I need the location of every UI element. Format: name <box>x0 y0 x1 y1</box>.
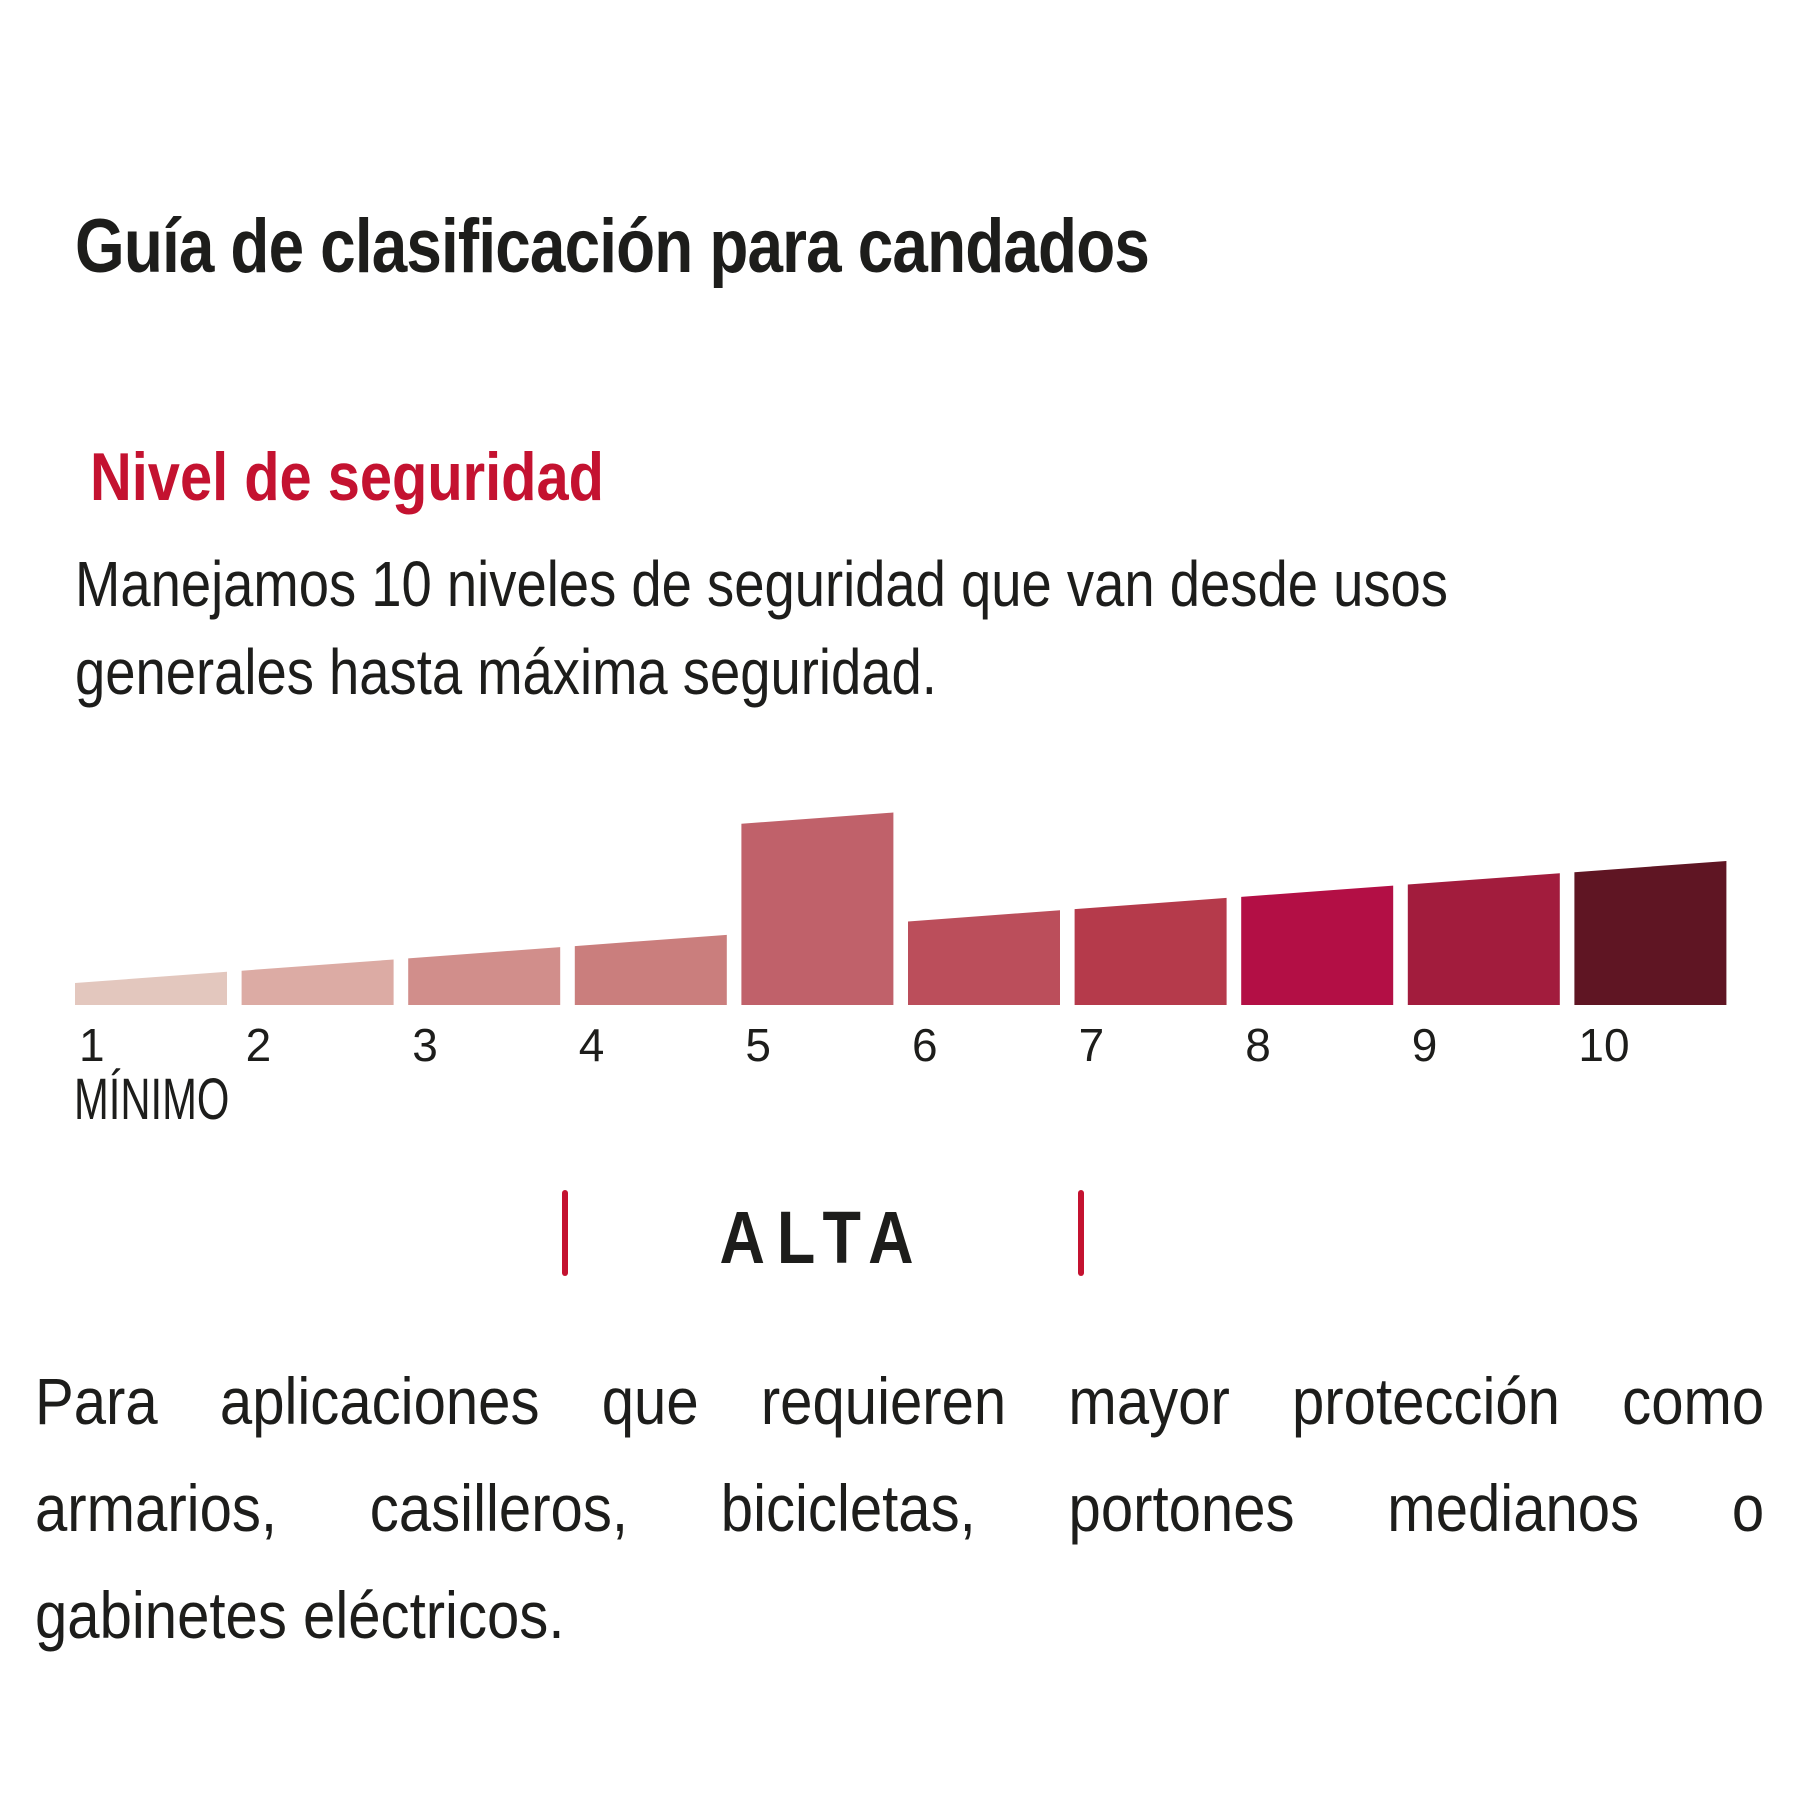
alta-zone-right-tick <box>1078 1190 1084 1276</box>
axis-label-level-3: 3 <box>412 1019 438 1071</box>
security-bar-level-3 <box>408 947 560 1005</box>
alta-zone-label: ALTA <box>719 1196 926 1279</box>
axis-label-level-10: 10 <box>1578 1019 1630 1071</box>
axis-label-level-7: 7 <box>1078 1019 1105 1071</box>
axis-label-level-8: 8 <box>1245 1019 1271 1071</box>
axis-label-level-9: 9 <box>1411 1019 1438 1071</box>
security-bar-level-2 <box>242 959 394 1005</box>
axis-label-level-6: 6 <box>912 1019 938 1071</box>
security-bar-level-8 <box>1241 886 1393 1005</box>
description-line-1: Para aplicaciones que requieren mayor protección como <box>35 1364 1765 1438</box>
security-bar-level-5 <box>741 813 893 1005</box>
intro-line-1: Manejamos 10 niveles de seguridad que van desde usos <box>75 548 1448 620</box>
axis-label-level-4: 4 <box>578 1019 605 1071</box>
security-bar-level-6 <box>908 910 1060 1005</box>
intro-line-2: generales hasta máxima seguridad. <box>75 636 937 708</box>
alta-description <box>35 1348 1764 1669</box>
alta-zone-left-tick <box>562 1190 568 1276</box>
security-bar-level-7 <box>1075 898 1227 1005</box>
security-bar-level-10 <box>1574 861 1726 1005</box>
security-bar-level-4 <box>575 935 727 1005</box>
axis-label-level-2: 2 <box>245 1019 272 1071</box>
security-level-bars <box>75 813 1726 1005</box>
security-level-heading: Nivel de seguridad <box>90 439 604 515</box>
axis-label-level-1: 1 <box>79 1019 105 1071</box>
security-bar-level-1 <box>75 972 227 1005</box>
security-bar-level-9 <box>1408 873 1560 1005</box>
axis-label-level-5: 5 <box>745 1019 771 1071</box>
description-line-3: gabinetes eléctricos. <box>35 1578 565 1652</box>
minimo-label: MÍNIMO <box>74 1067 230 1132</box>
page-title: Guía de clasificación para candados <box>75 204 1150 289</box>
description-line-2: armarios, casilleros, bicicletas, portones medianos o <box>35 1471 1765 1545</box>
